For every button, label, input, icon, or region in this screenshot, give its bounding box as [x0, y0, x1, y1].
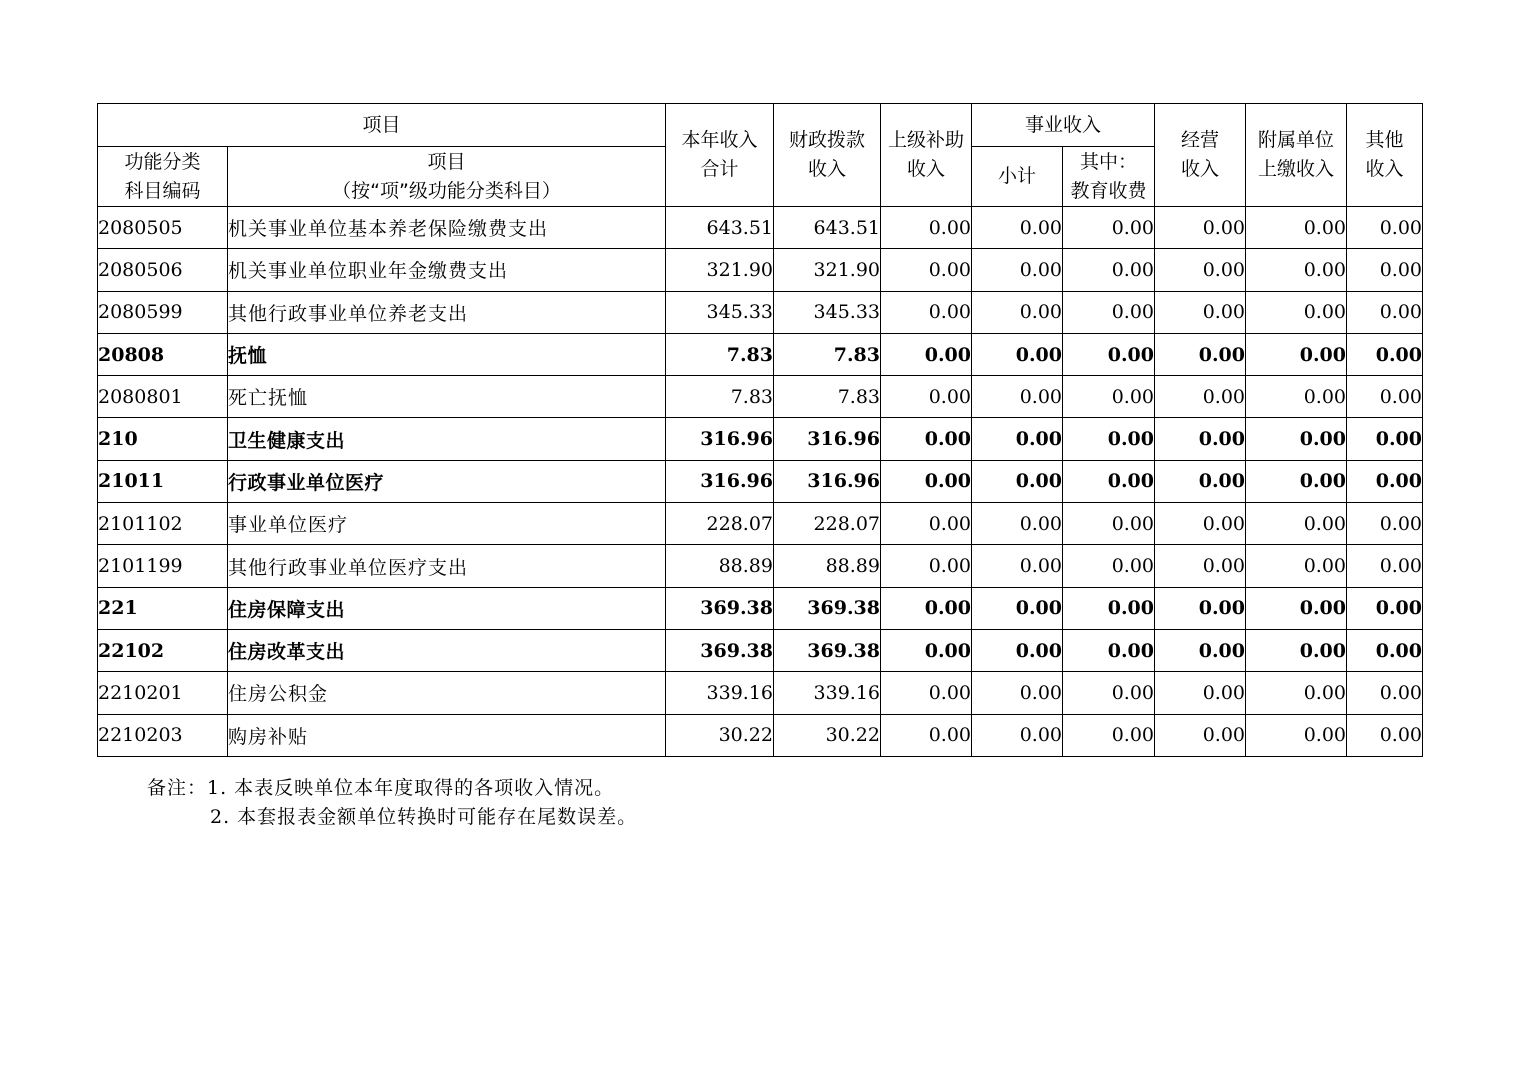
affiliated-income-header: 附属单位 上缴收入 — [1246, 104, 1347, 207]
cell-total: 369.38 — [666, 629, 774, 671]
cell-name: 机关事业单位职业年金缴费支出 — [228, 249, 666, 291]
cell-name: 事业单位医疗 — [228, 503, 666, 545]
cell-subtotal: 0.00 — [972, 714, 1063, 756]
table-row — [98, 333, 1423, 375]
name-header: 项目 （按“项”级功能分类科目） — [228, 147, 666, 207]
cell-name: 住房公积金 — [228, 672, 666, 714]
cell-subtotal: 0.00 — [972, 249, 1063, 291]
cell-name: 购房补贴 — [228, 714, 666, 756]
cell-code: 2210203 — [98, 714, 228, 756]
subtotal-header: 小计 — [972, 147, 1063, 207]
cell-name: 卫生健康支出 — [228, 418, 666, 460]
cell-edu-fee: 0.00 — [1063, 291, 1155, 333]
cell-code: 210 — [98, 418, 228, 460]
cell-superior: 0.00 — [881, 629, 972, 671]
cell-other: 0.00 — [1347, 333, 1423, 375]
cell-name: 其他行政事业单位医疗支出 — [228, 545, 666, 587]
cell-code: 2080599 — [98, 291, 228, 333]
cell-superior: 0.00 — [881, 291, 972, 333]
table-row — [98, 587, 1423, 629]
cell-operating: 0.00 — [1155, 333, 1246, 375]
cell-superior: 0.00 — [881, 207, 972, 249]
cell-code: 2101199 — [98, 545, 228, 587]
cell-other: 0.00 — [1347, 460, 1423, 502]
cell-affiliated: 0.00 — [1246, 503, 1347, 545]
note-item: 1. 本表反映单位本年度取得的各项收入情况。 — [207, 777, 615, 799]
cell-operating: 0.00 — [1155, 629, 1246, 671]
cell-total: 7.83 — [666, 333, 774, 375]
cell-affiliated: 0.00 — [1246, 545, 1347, 587]
cell-affiliated: 0.00 — [1246, 587, 1347, 629]
cell-code: 2080801 — [98, 376, 228, 418]
table-row — [98, 291, 1423, 333]
cell-edu-fee: 0.00 — [1063, 249, 1155, 291]
cell-name: 住房改革支出 — [228, 629, 666, 671]
cell-edu-fee: 0.00 — [1063, 503, 1155, 545]
cell-operating: 0.00 — [1155, 503, 1246, 545]
cell-superior: 0.00 — [881, 503, 972, 545]
cell-subtotal: 0.00 — [972, 333, 1063, 375]
table-row — [98, 503, 1423, 545]
cell-fiscal: 321.90 — [774, 249, 881, 291]
cell-operating: 0.00 — [1155, 418, 1246, 460]
cell-fiscal: 30.22 — [774, 714, 881, 756]
cell-operating: 0.00 — [1155, 587, 1246, 629]
cell-affiliated: 0.00 — [1246, 460, 1347, 502]
other-income-header: 其他 收入 — [1347, 104, 1423, 207]
cell-superior: 0.00 — [881, 714, 972, 756]
table-body — [98, 207, 1423, 757]
cell-subtotal: 0.00 — [972, 207, 1063, 249]
table-row — [98, 672, 1423, 714]
cell-code: 22102 — [98, 629, 228, 671]
cell-total: 228.07 — [666, 503, 774, 545]
cell-fiscal: 7.83 — [774, 376, 881, 418]
operating-income-header: 经营 收入 — [1155, 104, 1246, 207]
cell-edu-fee: 0.00 — [1063, 587, 1155, 629]
cell-subtotal: 0.00 — [972, 376, 1063, 418]
cell-total: 369.38 — [666, 587, 774, 629]
cell-total: 30.22 — [666, 714, 774, 756]
cell-other: 0.00 — [1347, 587, 1423, 629]
business-income-group-header: 事业收入 — [972, 104, 1155, 147]
cell-name: 行政事业单位医疗 — [228, 460, 666, 502]
table-row — [98, 460, 1423, 502]
cell-superior: 0.00 — [881, 672, 972, 714]
table-row — [98, 249, 1423, 291]
cell-superior: 0.00 — [881, 333, 972, 375]
cell-code: 221 — [98, 587, 228, 629]
table-row — [98, 418, 1423, 460]
cell-other: 0.00 — [1347, 207, 1423, 249]
cell-subtotal: 0.00 — [972, 672, 1063, 714]
cell-name: 抚恤 — [228, 333, 666, 375]
cell-code: 21011 — [98, 460, 228, 502]
cell-fiscal: 643.51 — [774, 207, 881, 249]
cell-name: 死亡抚恤 — [228, 376, 666, 418]
cell-affiliated: 0.00 — [1246, 207, 1347, 249]
cell-superior: 0.00 — [881, 587, 972, 629]
cell-fiscal: 228.07 — [774, 503, 881, 545]
cell-superior: 0.00 — [881, 418, 972, 460]
cell-edu-fee: 0.00 — [1063, 333, 1155, 375]
notes-label: 备注： — [147, 777, 208, 799]
cell-code: 2210201 — [98, 672, 228, 714]
cell-subtotal: 0.00 — [972, 629, 1063, 671]
cell-subtotal: 0.00 — [972, 545, 1063, 587]
cell-edu-fee: 0.00 — [1063, 460, 1155, 502]
cell-edu-fee: 0.00 — [1063, 376, 1155, 418]
cell-operating: 0.00 — [1155, 376, 1246, 418]
cell-other: 0.00 — [1347, 291, 1423, 333]
cell-superior: 0.00 — [881, 249, 972, 291]
cell-total: 316.96 — [666, 418, 774, 460]
cell-total: 339.16 — [666, 672, 774, 714]
cell-edu-fee: 0.00 — [1063, 714, 1155, 756]
cell-affiliated: 0.00 — [1246, 418, 1347, 460]
table-row — [98, 207, 1423, 249]
cell-fiscal: 316.96 — [774, 460, 881, 502]
note-row — [147, 774, 637, 803]
cell-subtotal: 0.00 — [972, 418, 1063, 460]
cell-affiliated: 0.00 — [1246, 249, 1347, 291]
cell-operating: 0.00 — [1155, 672, 1246, 714]
cell-subtotal: 0.00 — [972, 503, 1063, 545]
cell-edu-fee: 0.00 — [1063, 545, 1155, 587]
notes — [147, 774, 637, 832]
cell-other: 0.00 — [1347, 376, 1423, 418]
cell-fiscal: 369.38 — [774, 587, 881, 629]
cell-other: 0.00 — [1347, 672, 1423, 714]
cell-operating: 0.00 — [1155, 249, 1246, 291]
total-income-header: 本年收入 合计 — [666, 104, 774, 207]
cell-superior: 0.00 — [881, 460, 972, 502]
cell-operating: 0.00 — [1155, 714, 1246, 756]
code-header: 功能分类 科目编码 — [98, 147, 228, 207]
cell-total: 88.89 — [666, 545, 774, 587]
cell-fiscal: 88.89 — [774, 545, 881, 587]
note-row — [147, 803, 637, 832]
cell-affiliated: 0.00 — [1246, 629, 1347, 671]
cell-operating: 0.00 — [1155, 460, 1246, 502]
edu-fee-header: 其中： 教育收费 — [1063, 147, 1155, 207]
cell-code: 20808 — [98, 333, 228, 375]
cell-other: 0.00 — [1347, 714, 1423, 756]
cell-subtotal: 0.00 — [972, 291, 1063, 333]
cell-name: 住房保障支出 — [228, 587, 666, 629]
table-row — [98, 714, 1423, 756]
cell-fiscal: 369.38 — [774, 629, 881, 671]
cell-total: 316.96 — [666, 460, 774, 502]
fiscal-income-header: 财政拨款 收入 — [774, 104, 881, 207]
note-item: 2. 本套报表金额单位转换时可能存在尾数误差。 — [210, 806, 638, 828]
cell-edu-fee: 0.00 — [1063, 672, 1155, 714]
cell-affiliated: 0.00 — [1246, 376, 1347, 418]
cell-operating: 0.00 — [1155, 207, 1246, 249]
cell-superior: 0.00 — [881, 376, 972, 418]
cell-other: 0.00 — [1347, 629, 1423, 671]
cell-fiscal: 345.33 — [774, 291, 881, 333]
cell-fiscal: 316.96 — [774, 418, 881, 460]
cell-operating: 0.00 — [1155, 545, 1246, 587]
cell-edu-fee: 0.00 — [1063, 418, 1155, 460]
cell-subtotal: 0.00 — [972, 587, 1063, 629]
cell-other: 0.00 — [1347, 418, 1423, 460]
cell-affiliated: 0.00 — [1246, 714, 1347, 756]
cell-subtotal: 0.00 — [972, 460, 1063, 502]
cell-code: 2080505 — [98, 207, 228, 249]
cell-name: 其他行政事业单位养老支出 — [228, 291, 666, 333]
cell-total: 321.90 — [666, 249, 774, 291]
cell-affiliated: 0.00 — [1246, 333, 1347, 375]
cell-affiliated: 0.00 — [1246, 291, 1347, 333]
cell-total: 345.33 — [666, 291, 774, 333]
table-row — [98, 545, 1423, 587]
cell-total: 643.51 — [666, 207, 774, 249]
cell-name: 机关事业单位基本养老保险缴费支出 — [228, 207, 666, 249]
cell-other: 0.00 — [1347, 249, 1423, 291]
table-row — [98, 376, 1423, 418]
cell-code: 2080506 — [98, 249, 228, 291]
cell-other: 0.00 — [1347, 545, 1423, 587]
cell-superior: 0.00 — [881, 545, 972, 587]
cell-affiliated: 0.00 — [1246, 672, 1347, 714]
project-group-header: 项目 — [98, 104, 666, 147]
cell-other: 0.00 — [1347, 503, 1423, 545]
cell-code: 2101102 — [98, 503, 228, 545]
cell-total: 7.83 — [666, 376, 774, 418]
table-row — [98, 629, 1423, 671]
superior-subsidy-header: 上级补助 收入 — [881, 104, 972, 207]
cell-edu-fee: 0.00 — [1063, 207, 1155, 249]
income-table — [97, 103, 1423, 757]
cell-fiscal: 7.83 — [774, 333, 881, 375]
cell-operating: 0.00 — [1155, 291, 1246, 333]
cell-edu-fee: 0.00 — [1063, 629, 1155, 671]
cell-fiscal: 339.16 — [774, 672, 881, 714]
